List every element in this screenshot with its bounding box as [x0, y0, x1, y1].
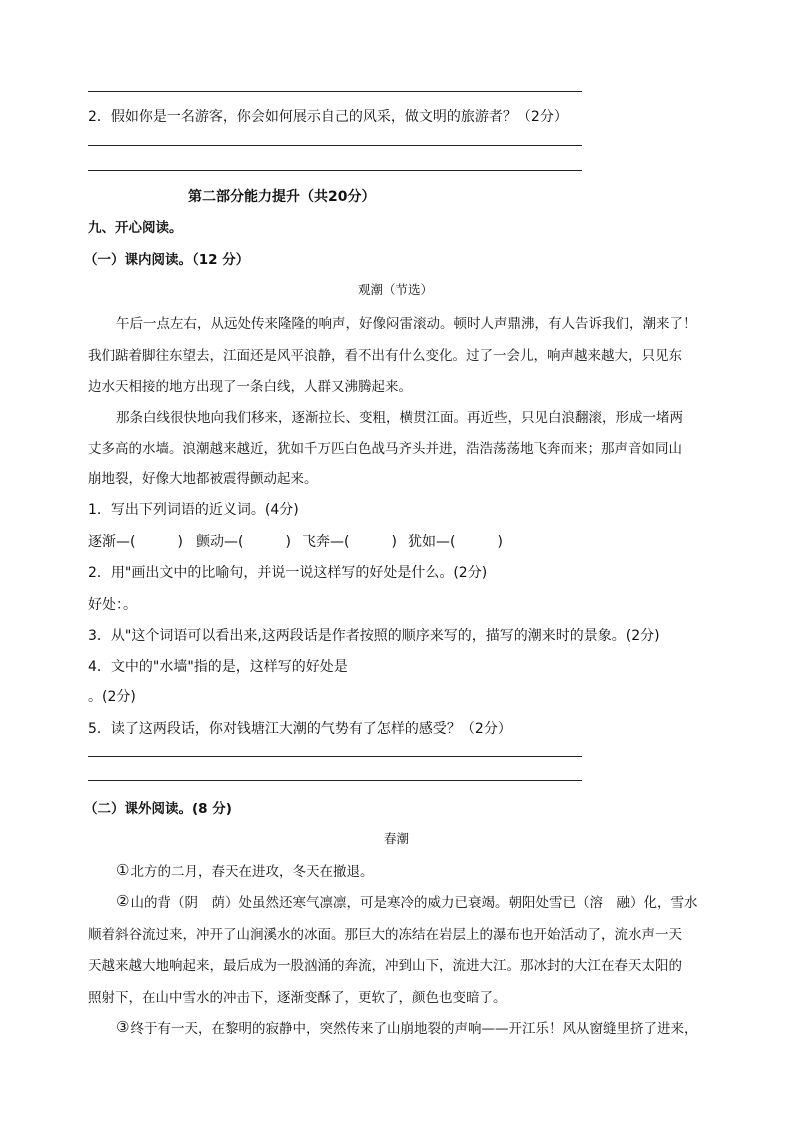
passage-line: 顺着斜谷流过来，冲开了山涧溪水的冰面。那巨大的冻结在岩层上的瀑布也开始活动了，流水声一天 [88, 927, 682, 943]
reading-1-title: 观潮（节选） [358, 282, 434, 297]
passage-line: 我们踮着脚往东望去，江面还是风平浪静，看不出有什么变化。过了一会儿，响声越来越大，只见东 [88, 348, 682, 364]
reading-1-header: （一）课内阅读。（12 分） [84, 252, 250, 268]
synonym-item: 逐渐—( ) [88, 534, 183, 550]
answer-line [88, 91, 582, 92]
passage-line: 边水天相接的地方出现了一条白线，人群又沸腾起来。 [88, 379, 412, 395]
question-5: 5．读了这两段话，你对钱塘江大潮的气势有了怎样的感受？（2分） [88, 721, 512, 737]
question-3: 3．从"这个词语可以看出来,这两段话是作者按照的顺序来写的，描写的潮来时的景象。(2分) [88, 628, 660, 644]
synonym-item: 颤动—( ) [196, 534, 291, 550]
synonym-item: 犹如—( ) [408, 534, 503, 550]
question-4-continued: 。(2分) [88, 689, 136, 705]
answer-line [88, 145, 582, 146]
passage-line: 那条白线很快地向我们移来，逐渐拉长、变粗，横贯江面。再近些，只见白浪翻滚，形成一堵两 [116, 410, 683, 426]
passage-line: 崩地裂，好像大地都被震得颤动起来。 [88, 471, 318, 487]
paragraph-number: ① [116, 861, 130, 879]
paragraph-number: ② [116, 892, 130, 910]
passage-line: 丈多高的水墙。浪潮越来越近，犹如千万匹白色战马齐头并进，浩浩荡荡地飞奔而来；那声音如同山 [88, 441, 682, 457]
part-2-title: 第二部分能力提升（共20分） [188, 189, 376, 205]
synonym-item: 飞奔—( ) [302, 534, 397, 550]
question-1: 1．写出下列词语的近义词。(4分) [88, 502, 299, 518]
question-4: 4．文中的"水墙"指的是，这样写的好处是 [88, 659, 348, 675]
passage-line: ①北方的二月，春天在进攻，冬天在撤退。 [116, 861, 374, 880]
passage-line: ②山的背（阴 荫）处虽然还寒气凛凛，可是寒冷的威力已衰竭。朝阳处雪已（溶 融）化，雪水 [116, 892, 698, 911]
reading-2-title: 春潮 [384, 831, 410, 846]
question-2-answer: 好处：。 [88, 597, 137, 613]
answer-line [88, 756, 582, 757]
question-2-top: 2．假如你是一名游客，你会如何展示自己的风采，做文明的旅游者？（2分） [88, 109, 568, 125]
section-9-heading: 九、开心阅读。 [88, 220, 183, 236]
question-2: 2．用"画出文中的比喻句，并说一说这样写的好处是什么。(2分) [88, 565, 488, 581]
reading-2-header: （二）课外阅读。(8 分) [84, 801, 232, 817]
passage-line: ③终于有一天，在黎明的寂静中，突然传来了山崩地裂的声响——开江乐！风从窗缝里挤了进来， [116, 1018, 698, 1037]
passage-line: 天越来越大地响起来，最后成为一股汹涌的奔流，冲到山下，流进大江。那冰封的大江在春天太阳的 [88, 958, 682, 974]
answer-line [88, 170, 582, 171]
answer-line [88, 780, 582, 781]
passage-line: 照射下，在山中雪水的冲击下，逐渐变酥了，更软了，颜色也变暗了。 [88, 990, 507, 1006]
paragraph-number: ③ [116, 1018, 130, 1036]
passage-line: 午后一点左右，从远处传来隆隆的响声，好像闷雷滚动。顿时人声鼎沸，有人告诉我们，潮来了！ [116, 316, 697, 332]
